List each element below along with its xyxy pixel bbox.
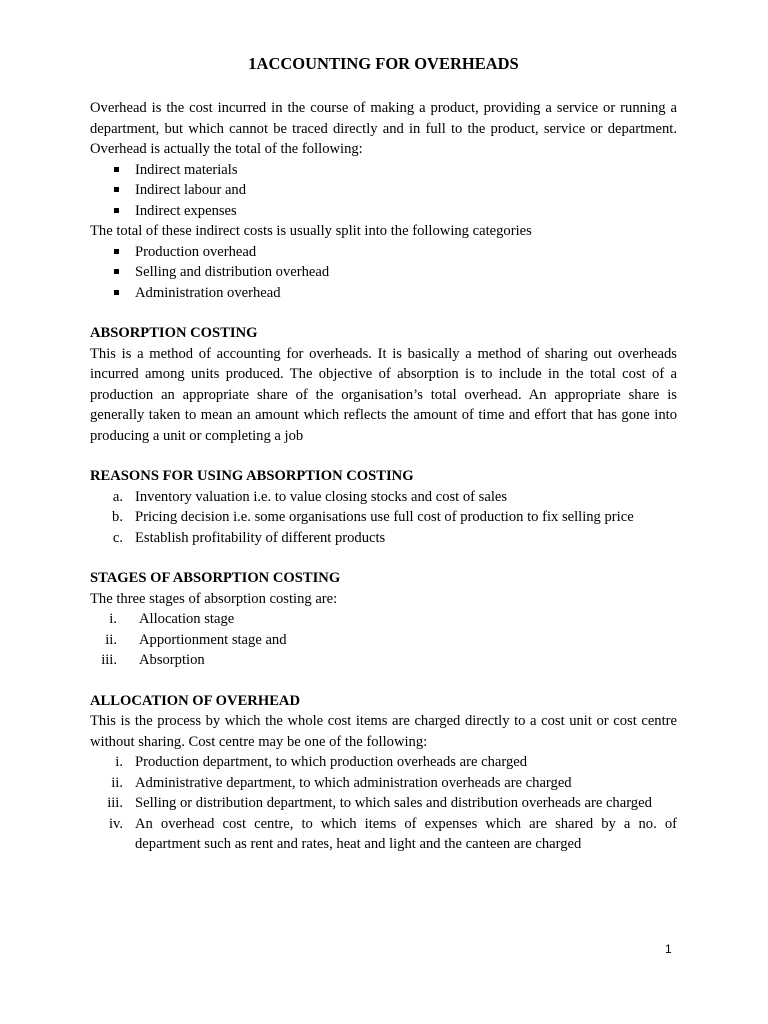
list-item: [90, 650, 677, 671]
list-item-text: Allocation stage: [139, 611, 235, 627]
reasons-list: [90, 487, 677, 549]
list-item-text: Inventory valuation i.e. to value closing stocks and cost of sales: [135, 488, 508, 505]
list-item: [90, 814, 677, 855]
stages-list: [90, 609, 677, 671]
reasons-heading: REASONS FOR USING ABSORPTION COSTING: [90, 468, 414, 484]
list-item-text: Absorption: [139, 652, 205, 668]
list-marker: c.: [112, 529, 123, 546]
list-item: [90, 528, 677, 549]
list-marker: ii.: [111, 774, 123, 791]
list-marker: a.: [112, 488, 123, 505]
list-item: [90, 793, 677, 814]
list-item-text: Apportionment stage and: [139, 631, 287, 648]
stages-paragraph: The three stages of absorption costing are:: [90, 590, 338, 607]
list-marker: i.: [109, 611, 117, 627]
list-item: [90, 507, 677, 528]
document-page: [90, 52, 677, 855]
absorption-heading: ABSORPTION COSTING: [90, 325, 258, 341]
split-paragraph: The total of these indirect costs is usually split into the following categories: [90, 223, 532, 239]
split-list: [90, 242, 677, 304]
list-item-text: An overhead cost centre, to which items of expenses which are shared by a no. of department such as rent and rates, heat and light and the canteen are charged: [135, 815, 677, 852]
list-marker: i.: [115, 754, 123, 770]
allocation-paragraph: This is the process by which the whole cost items are charged directly to a cost unit or cost centre without sharing. Cost centre may be one of the following:: [90, 713, 677, 750]
list-item: Selling and distribution overhead: [90, 262, 677, 283]
list-item: [90, 630, 677, 651]
list-marker: iii.: [101, 652, 117, 668]
list-marker: iv.: [108, 815, 123, 832]
page-title: 1ACCOUNTING FOR OVERHEADS: [248, 54, 519, 73]
page-number: 1: [665, 942, 672, 956]
list-item: Indirect expenses: [90, 201, 677, 222]
list-marker: b.: [112, 509, 123, 525]
list-item: Production overhead: [90, 242, 677, 263]
list-marker: iii.: [107, 795, 123, 811]
intro-paragraph: Overhead is the cost incurred in the course of making a product, providing a service or running a department, but which cannot be traced directly and in full to the product, service or department. Overhead is actually the total of the following:: [90, 100, 677, 157]
list-item: [90, 609, 677, 630]
list-item-text: Selling or distribution department, to which sales and distribution overheads are charged: [135, 795, 652, 811]
allocation-list: [90, 752, 677, 855]
list-item: Indirect labour and: [90, 180, 677, 201]
list-item-text: Production department, to which production overheads are charged: [135, 754, 528, 770]
list-item-text: Administrative department, to which administration overheads are charged: [135, 774, 572, 791]
stages-heading: STAGES OF ABSORPTION COSTING: [90, 570, 341, 586]
intro-list: [90, 160, 677, 222]
list-item: [90, 487, 677, 508]
list-item-text: Establish profitability of different products: [135, 529, 386, 546]
list-marker: ii.: [105, 631, 117, 648]
list-item: [90, 752, 677, 773]
list-item: [90, 773, 677, 794]
list-item-text: Pricing decision i.e. some organisations use full cost of production to fix selling price: [135, 509, 634, 525]
absorption-paragraph: This is a method of accounting for overheads. It is basically a method of sharing out overheads incurred among units produced. The objective of absorption is to include in the total cost of a production an appropriate share of the organisation’s total overhead. An appropriate share is generally taken to mean an amount which reflects the amount of time and effort that has gone into producing a unit or completing a job: [90, 345, 677, 444]
allocation-heading: ALLOCATION OF OVERHEAD: [90, 692, 301, 709]
list-item: Administration overhead: [90, 283, 677, 304]
list-item: Indirect materials: [90, 160, 677, 181]
